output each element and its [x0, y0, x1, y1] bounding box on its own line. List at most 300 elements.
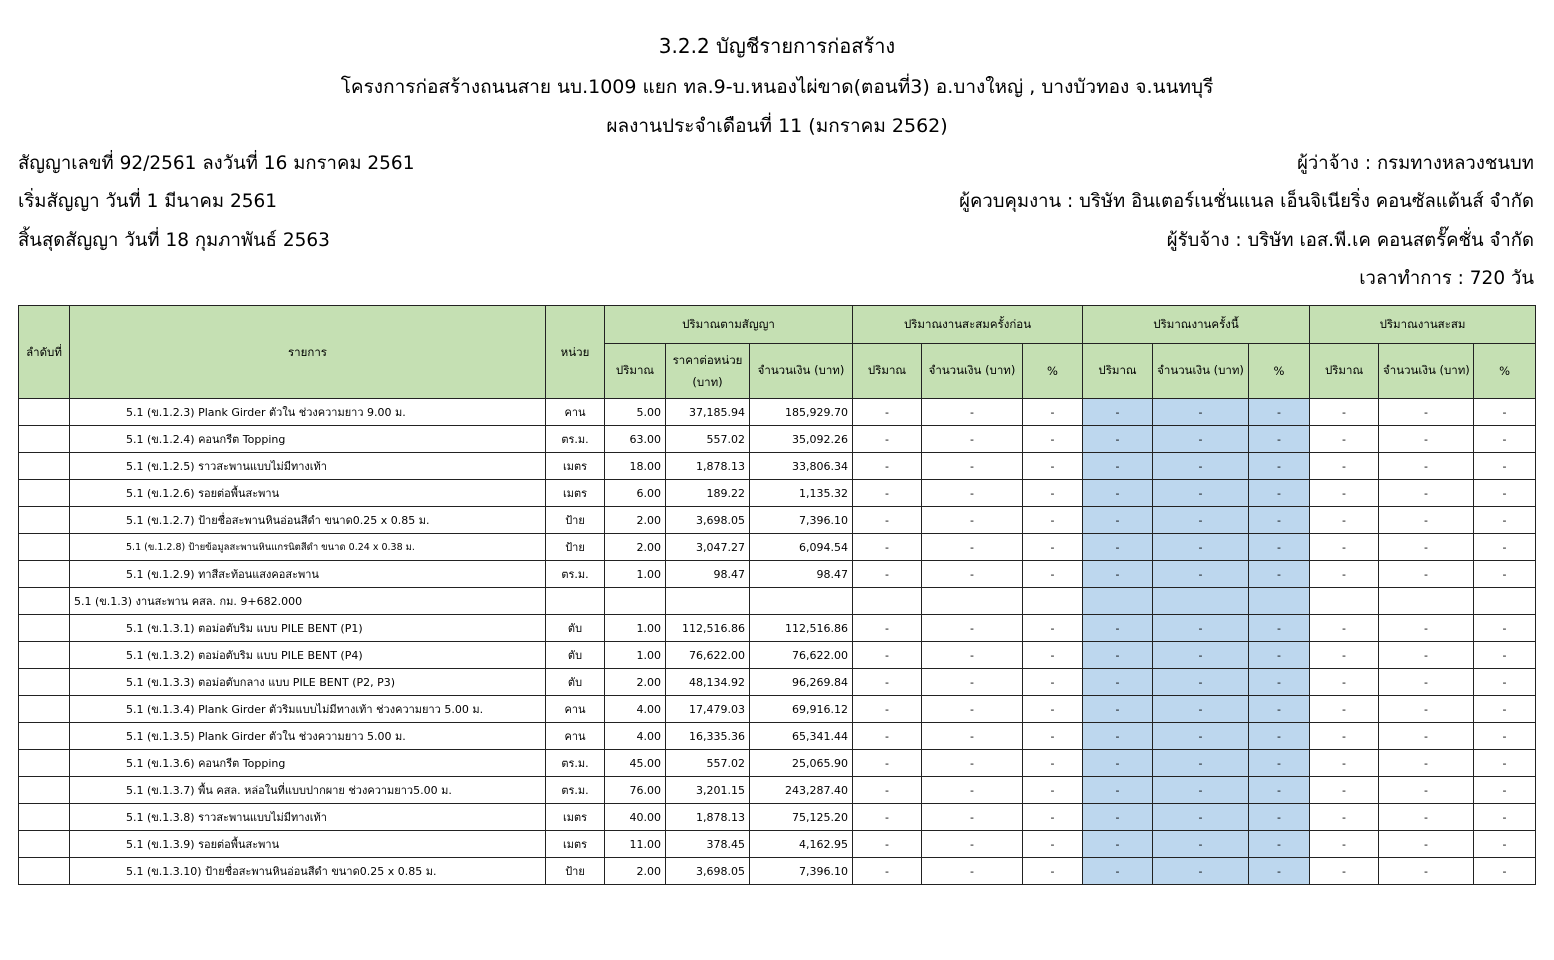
cumulative-amount-cell: -	[1379, 669, 1474, 696]
current-percent-cell: -	[1249, 858, 1310, 885]
current-amount-cell: -	[1153, 750, 1249, 777]
unit-price-cell: 37,185.94	[666, 399, 750, 426]
cumulative-percent-cell: -	[1474, 696, 1536, 723]
previous-amount-cell: -	[922, 696, 1023, 723]
cumulative-qty-cell: -	[1310, 453, 1379, 480]
item-description: 5.1 (ข.1.3.1) ตอม่อตับริม แบบ PILE BENT (P1)	[70, 615, 546, 642]
unit-price-cell: 3,047.27	[666, 534, 750, 561]
current-qty-cell: -	[1083, 777, 1153, 804]
current-amount-cell: -	[1153, 480, 1249, 507]
current-amount-cell: -	[1153, 426, 1249, 453]
table-row	[19, 858, 1536, 885]
document-title: 3.2.2 บัญชีรายการก่อสร้าง	[658, 34, 896, 58]
unit-price-cell: 189.22	[666, 480, 750, 507]
item-description: 5.1 (ข.1.3.8) ราวสะพานแบบไม่มีทางเท้า	[70, 804, 546, 831]
item-description: 5.1 (ข.1.3.4) Plank Girder ตัวริมแบบไม่มีทางเท้า ช่วงความยาว 5.00 ม.	[70, 696, 546, 723]
current-percent-cell: -	[1249, 804, 1310, 831]
current-percent-cell: -	[1249, 399, 1310, 426]
unit-price-cell	[666, 588, 750, 615]
previous-percent-cell: -	[1023, 723, 1083, 750]
current-amount-cell: -	[1153, 642, 1249, 669]
previous-amount-cell: -	[922, 777, 1023, 804]
supervisor: ผู้ควบคุมงาน : บริษัท อินเตอร์เนชั่นแนล เอ็นจิเนียริ่ง คอนซัลแต้นส์ จำกัด	[959, 191, 1534, 212]
table-row	[19, 615, 1536, 642]
cumulative-qty-cell	[1310, 588, 1379, 615]
previous-amount-cell: -	[922, 534, 1023, 561]
cumulative-qty-cell: -	[1310, 723, 1379, 750]
previous-percent-cell: -	[1023, 696, 1083, 723]
report-period: ผลงานประจำเดือนที่ 11 (มกราคม 2562)	[606, 115, 948, 137]
cumulative-amount-cell: -	[1379, 507, 1474, 534]
seq-cell	[19, 804, 70, 831]
previous-percent-cell: -	[1023, 615, 1083, 642]
unit-cell: ตร.ม.	[546, 750, 605, 777]
previous-qty-cell: -	[853, 750, 922, 777]
cumulative-percent-cell: -	[1474, 831, 1536, 858]
item-description: 5.1 (ข.1.3.3) ตอม่อตับกลาง แบบ PILE BENT (P2, P3)	[70, 669, 546, 696]
current-amount-cell: -	[1153, 858, 1249, 885]
table-row	[19, 507, 1536, 534]
seq-cell	[19, 534, 70, 561]
cumulative-qty-cell: -	[1310, 507, 1379, 534]
seq-cell	[19, 480, 70, 507]
current-qty-cell: -	[1083, 453, 1153, 480]
current-percent-cell: -	[1249, 777, 1310, 804]
contract-qty-cell: 11.00	[605, 831, 666, 858]
header-percent: %	[1474, 344, 1536, 399]
unit-price-cell: 17,479.03	[666, 696, 750, 723]
previous-qty-cell: -	[853, 453, 922, 480]
cumulative-amount-cell: -	[1379, 831, 1474, 858]
previous-percent-cell: -	[1023, 831, 1083, 858]
cumulative-amount-cell: -	[1379, 480, 1474, 507]
contract-number: สัญญาเลขที่ 92/2561 ลงวันที่ 16 มกราคม 2561	[18, 153, 415, 174]
unit-cell: ป้าย	[546, 507, 605, 534]
contract-amount-cell: 112,516.86	[750, 615, 853, 642]
previous-amount-cell: -	[922, 804, 1023, 831]
previous-amount-cell: -	[922, 507, 1023, 534]
cumulative-percent-cell: -	[1474, 426, 1536, 453]
seq-cell	[19, 561, 70, 588]
previous-qty-cell: -	[853, 669, 922, 696]
header-amount: จำนวนเงิน (บาท)	[922, 344, 1023, 399]
current-percent-cell: -	[1249, 534, 1310, 561]
table-row	[19, 804, 1536, 831]
seq-cell	[19, 399, 70, 426]
header-qty: ปริมาณ	[1083, 344, 1153, 399]
employer: ผู้ว่าจ้าง : กรมทางหลวงชนบท	[1297, 153, 1534, 174]
seq-cell	[19, 426, 70, 453]
current-qty-cell: -	[1083, 642, 1153, 669]
current-amount-cell: -	[1153, 534, 1249, 561]
header-percent: %	[1023, 344, 1083, 399]
contract-qty-cell: 40.00	[605, 804, 666, 831]
contract-qty-cell: 2.00	[605, 858, 666, 885]
seq-cell	[19, 750, 70, 777]
previous-qty-cell: -	[853, 615, 922, 642]
table-row	[19, 750, 1536, 777]
unit-price-cell: 3,698.05	[666, 858, 750, 885]
header-item: รายการ	[70, 306, 546, 399]
header-amount: จำนวนเงิน (บาท)	[1153, 344, 1249, 399]
previous-amount-cell: -	[922, 750, 1023, 777]
previous-qty-cell: -	[853, 507, 922, 534]
previous-percent-cell: -	[1023, 426, 1083, 453]
previous-amount-cell: -	[922, 615, 1023, 642]
working-duration: เวลาทำการ : 720 วัน	[1359, 268, 1534, 289]
project-name: โครงการก่อสร้างถนนสาย นบ.1009 แยก ทล.9-บ.หนองไผ่ขาด(ตอนที่3) อ.บางใหญ่ , บางบัวทอง จ.นนทบุรี	[340, 76, 1214, 98]
seq-cell	[19, 615, 70, 642]
unit-price-cell: 3,201.15	[666, 777, 750, 804]
current-qty-cell: -	[1083, 426, 1153, 453]
cumulative-qty-cell: -	[1310, 534, 1379, 561]
unit-price-cell: 3,698.05	[666, 507, 750, 534]
seq-cell	[19, 669, 70, 696]
current-qty-cell: -	[1083, 561, 1153, 588]
current-qty-cell: -	[1083, 804, 1153, 831]
table-row	[19, 669, 1536, 696]
cumulative-qty-cell: -	[1310, 858, 1379, 885]
item-description: 5.1 (ข.1.2.3) Plank Girder ตัวใน ช่วงความยาว 9.00 ม.	[70, 399, 546, 426]
cumulative-percent-cell: -	[1474, 615, 1536, 642]
cumulative-percent-cell: -	[1474, 453, 1536, 480]
contract-qty-cell: 5.00	[605, 399, 666, 426]
current-qty-cell: -	[1083, 507, 1153, 534]
current-amount-cell: -	[1153, 399, 1249, 426]
seq-cell	[19, 831, 70, 858]
seq-cell	[19, 723, 70, 750]
cumulative-amount-cell: -	[1379, 426, 1474, 453]
item-description: 5.1 (ข.1.2.7) ป้ายชื่อสะพานหินอ่อนสีดำ ขนาด0.25 x 0.85 ม.	[70, 507, 546, 534]
cumulative-qty-cell: -	[1310, 696, 1379, 723]
contract-qty-cell: 2.00	[605, 669, 666, 696]
contract-amount-cell: 69,916.12	[750, 696, 853, 723]
previous-qty-cell: -	[853, 831, 922, 858]
current-amount-cell: -	[1153, 453, 1249, 480]
current-qty-cell: -	[1083, 696, 1153, 723]
previous-percent-cell: -	[1023, 804, 1083, 831]
previous-amount-cell	[922, 588, 1023, 615]
current-percent-cell: -	[1249, 561, 1310, 588]
contract-qty-cell: 76.00	[605, 777, 666, 804]
previous-amount-cell: -	[922, 642, 1023, 669]
current-amount-cell: -	[1153, 723, 1249, 750]
current-percent-cell: -	[1249, 480, 1310, 507]
cumulative-amount-cell: -	[1379, 642, 1474, 669]
item-description: 5.1 (ข.1.3.6) คอนกรีต Topping	[70, 750, 546, 777]
unit-price-cell: 98.47	[666, 561, 750, 588]
table-row	[19, 777, 1536, 804]
cumulative-qty-cell: -	[1310, 426, 1379, 453]
contract-amount-cell: 33,806.34	[750, 453, 853, 480]
previous-qty-cell: -	[853, 399, 922, 426]
previous-percent-cell: -	[1023, 534, 1083, 561]
cumulative-percent-cell	[1474, 588, 1536, 615]
current-qty-cell: -	[1083, 723, 1153, 750]
table-body	[19, 399, 1536, 885]
unit-price-cell: 1,878.13	[666, 453, 750, 480]
cumulative-amount-cell: -	[1379, 615, 1474, 642]
seq-cell	[19, 453, 70, 480]
current-percent-cell: -	[1249, 831, 1310, 858]
contract-amount-cell: 35,092.26	[750, 426, 853, 453]
unit-price-cell: 378.45	[666, 831, 750, 858]
cumulative-percent-cell: -	[1474, 858, 1536, 885]
current-qty-cell: -	[1083, 858, 1153, 885]
previous-percent-cell: -	[1023, 642, 1083, 669]
previous-amount-cell: -	[922, 480, 1023, 507]
cumulative-amount-cell: -	[1379, 399, 1474, 426]
unit-price-cell: 1,878.13	[666, 804, 750, 831]
cumulative-qty-cell: -	[1310, 561, 1379, 588]
contract-amount-cell: 185,929.70	[750, 399, 853, 426]
cumulative-amount-cell: -	[1379, 777, 1474, 804]
previous-percent-cell: -	[1023, 669, 1083, 696]
current-amount-cell: -	[1153, 804, 1249, 831]
unit-cell: ตร.ม.	[546, 777, 605, 804]
current-percent-cell: -	[1249, 507, 1310, 534]
item-description: 5.1 (ข.1.3.5) Plank Girder ตัวใน ช่วงความยาว 5.00 ม.	[70, 723, 546, 750]
header-group-cumulative: ปริมาณงานสะสม	[1310, 306, 1536, 344]
seq-cell	[19, 858, 70, 885]
table-row	[19, 831, 1536, 858]
seq-cell	[19, 588, 70, 615]
contract-amount-cell: 75,125.20	[750, 804, 853, 831]
previous-amount-cell: -	[922, 399, 1023, 426]
section-row	[19, 588, 1536, 615]
cumulative-percent-cell: -	[1474, 480, 1536, 507]
item-description: 5.1 (ข.1.2.5) ราวสะพานแบบไม่มีทางเท้า	[70, 453, 546, 480]
item-description: 5.1 (ข.1.3.9) รอยต่อพื้นสะพาน	[70, 831, 546, 858]
previous-amount-cell: -	[922, 858, 1023, 885]
current-percent-cell: -	[1249, 669, 1310, 696]
table-row	[19, 723, 1536, 750]
previous-percent-cell: -	[1023, 399, 1083, 426]
previous-qty-cell: -	[853, 642, 922, 669]
current-percent-cell: -	[1249, 642, 1310, 669]
item-description: 5.1 (ข.1.2.9) ทาสีสะท้อนแสงคอสะพาน	[70, 561, 546, 588]
current-qty-cell: -	[1083, 615, 1153, 642]
contract-qty-cell: 1.00	[605, 561, 666, 588]
unit-cell: ตร.ม.	[546, 561, 605, 588]
current-percent-cell: -	[1249, 453, 1310, 480]
cumulative-percent-cell: -	[1474, 777, 1536, 804]
current-qty-cell	[1083, 588, 1153, 615]
current-percent-cell: -	[1249, 426, 1310, 453]
cumulative-percent-cell: -	[1474, 750, 1536, 777]
unit-cell: ตับ	[546, 642, 605, 669]
cumulative-percent-cell: -	[1474, 804, 1536, 831]
current-amount-cell: -	[1153, 561, 1249, 588]
previous-percent-cell: -	[1023, 507, 1083, 534]
unit-price-cell: 557.02	[666, 750, 750, 777]
previous-amount-cell: -	[922, 669, 1023, 696]
contract-qty-cell	[605, 588, 666, 615]
previous-amount-cell: -	[922, 561, 1023, 588]
previous-percent-cell: -	[1023, 777, 1083, 804]
item-description: 5.1 (ข.1.2.4) คอนกรีต Topping	[70, 426, 546, 453]
table-row	[19, 426, 1536, 453]
previous-amount-cell: -	[922, 426, 1023, 453]
header-qty: ปริมาณ	[605, 344, 666, 399]
table-row	[19, 453, 1536, 480]
previous-qty-cell: -	[853, 696, 922, 723]
contract-qty-cell: 1.00	[605, 615, 666, 642]
item-description: 5.1 (ข.1.3.2) ตอม่อตับริม แบบ PILE BENT (P4)	[70, 642, 546, 669]
cumulative-amount-cell: -	[1379, 561, 1474, 588]
cumulative-percent-cell: -	[1474, 723, 1536, 750]
unit-cell: ตับ	[546, 615, 605, 642]
current-percent-cell: -	[1249, 750, 1310, 777]
header-amount: จำนวนเงิน (บาท)	[750, 344, 853, 399]
table-row	[19, 561, 1536, 588]
cumulative-qty-cell: -	[1310, 750, 1379, 777]
table-header	[19, 306, 1536, 399]
cumulative-qty-cell: -	[1310, 831, 1379, 858]
table-row	[19, 399, 1536, 426]
previous-qty-cell: -	[853, 723, 922, 750]
seq-cell	[19, 696, 70, 723]
current-qty-cell: -	[1083, 399, 1153, 426]
cumulative-percent-cell: -	[1474, 669, 1536, 696]
table-row	[19, 534, 1536, 561]
previous-amount-cell: -	[922, 831, 1023, 858]
item-description: 5.1 (ข.1.3) งานสะพาน คสล. กม. 9+682.000	[70, 588, 546, 615]
contract-amount-cell: 1,135.32	[750, 480, 853, 507]
contract-amount-cell: 7,396.10	[750, 507, 853, 534]
current-amount-cell: -	[1153, 696, 1249, 723]
unit-price-cell: 16,335.36	[666, 723, 750, 750]
table-row	[19, 642, 1536, 669]
unit-price-cell: 76,622.00	[666, 642, 750, 669]
contract-amount-cell: 7,396.10	[750, 858, 853, 885]
unit-price-cell: 557.02	[666, 426, 750, 453]
current-amount-cell	[1153, 588, 1249, 615]
cumulative-qty-cell: -	[1310, 777, 1379, 804]
previous-qty-cell: -	[853, 858, 922, 885]
table-row	[19, 696, 1536, 723]
item-description: 5.1 (ข.1.2.6) รอยต่อพื้นสะพาน	[70, 480, 546, 507]
header-amount: จำนวนเงิน (บาท)	[1379, 344, 1474, 399]
cumulative-percent-cell: -	[1474, 534, 1536, 561]
previous-percent-cell: -	[1023, 561, 1083, 588]
cumulative-amount-cell: -	[1379, 858, 1474, 885]
unit-cell	[546, 588, 605, 615]
current-percent-cell: -	[1249, 615, 1310, 642]
unit-cell: คาน	[546, 696, 605, 723]
previous-qty-cell	[853, 588, 922, 615]
current-qty-cell: -	[1083, 480, 1153, 507]
unit-cell: เมตร	[546, 480, 605, 507]
header-seq: ลำดับที่	[19, 306, 70, 399]
previous-amount-cell: -	[922, 453, 1023, 480]
previous-qty-cell: -	[853, 561, 922, 588]
cumulative-qty-cell: -	[1310, 399, 1379, 426]
current-qty-cell: -	[1083, 831, 1153, 858]
cumulative-qty-cell: -	[1310, 480, 1379, 507]
current-percent-cell: -	[1249, 723, 1310, 750]
contract-end: สิ้นสุดสัญญา วันที่ 18 กุมภาพันธ์ 2563	[18, 230, 330, 251]
current-amount-cell: -	[1153, 831, 1249, 858]
header-percent: %	[1249, 344, 1310, 399]
contract-amount-cell: 243,287.40	[750, 777, 853, 804]
cumulative-amount-cell: -	[1379, 453, 1474, 480]
unit-cell: ป้าย	[546, 534, 605, 561]
header-group-contract: ปริมาณตามสัญญา	[605, 306, 853, 344]
item-description: 5.1 (ข.1.3.7) พื้น คสล. หล่อในที่แบบปากผาย ช่วงความยาว5.00 ม.	[70, 777, 546, 804]
header-unit: หน่วย	[546, 306, 605, 399]
contract-amount-cell	[750, 588, 853, 615]
cumulative-amount-cell	[1379, 588, 1474, 615]
cumulative-percent-cell: -	[1474, 399, 1536, 426]
seq-cell	[19, 642, 70, 669]
header-group-previous: ปริมาณงานสะสมครั้งก่อน	[853, 306, 1083, 344]
current-qty-cell: -	[1083, 534, 1153, 561]
previous-qty-cell: -	[853, 480, 922, 507]
previous-percent-cell: -	[1023, 858, 1083, 885]
current-percent-cell: -	[1249, 696, 1310, 723]
table-row	[19, 480, 1536, 507]
unit-cell: คาน	[546, 399, 605, 426]
contract-qty-cell: 18.00	[605, 453, 666, 480]
current-percent-cell	[1249, 588, 1310, 615]
cumulative-amount-cell: -	[1379, 696, 1474, 723]
cumulative-percent-cell: -	[1474, 507, 1536, 534]
item-description: 5.1 (ข.1.2.8) ป้ายข้อมูลสะพานหินแกรนิตสีดำ ขนาด 0.24 x 0.38 ม.	[70, 534, 546, 561]
contract-amount-cell: 6,094.54	[750, 534, 853, 561]
current-amount-cell: -	[1153, 669, 1249, 696]
cumulative-percent-cell: -	[1474, 642, 1536, 669]
unit-cell: เมตร	[546, 831, 605, 858]
contract-qty-cell: 4.00	[605, 696, 666, 723]
cumulative-qty-cell: -	[1310, 669, 1379, 696]
unit-price-cell: 48,134.92	[666, 669, 750, 696]
cumulative-amount-cell: -	[1379, 534, 1474, 561]
cumulative-amount-cell: -	[1379, 750, 1474, 777]
contract-qty-cell: 2.00	[605, 534, 666, 561]
contract-amount-cell: 98.47	[750, 561, 853, 588]
previous-percent-cell: -	[1023, 750, 1083, 777]
current-qty-cell: -	[1083, 669, 1153, 696]
previous-qty-cell: -	[853, 426, 922, 453]
unit-price-cell: 112,516.86	[666, 615, 750, 642]
unit-cell: ป้าย	[546, 858, 605, 885]
cumulative-amount-cell: -	[1379, 723, 1474, 750]
previous-qty-cell: -	[853, 777, 922, 804]
previous-percent-cell	[1023, 588, 1083, 615]
item-description: 5.1 (ข.1.3.10) ป้ายชื่อสะพานหินอ่อนสีดำ ขนาด0.25 x 0.85 ม.	[70, 858, 546, 885]
header-qty: ปริมาณ	[1310, 344, 1379, 399]
previous-percent-cell: -	[1023, 453, 1083, 480]
previous-percent-cell: -	[1023, 480, 1083, 507]
cumulative-qty-cell: -	[1310, 615, 1379, 642]
unit-cell: ตับ	[546, 669, 605, 696]
seq-cell	[19, 507, 70, 534]
header-qty: ปริมาณ	[853, 344, 922, 399]
contract-start: เริ่มสัญญา วันที่ 1 มีนาคม 2561	[18, 191, 278, 212]
cumulative-qty-cell: -	[1310, 804, 1379, 831]
current-amount-cell: -	[1153, 507, 1249, 534]
contract-qty-cell: 6.00	[605, 480, 666, 507]
contract-amount-cell: 65,341.44	[750, 723, 853, 750]
contract-qty-cell: 45.00	[605, 750, 666, 777]
current-qty-cell: -	[1083, 750, 1153, 777]
current-amount-cell: -	[1153, 777, 1249, 804]
contract-qty-cell: 2.00	[605, 507, 666, 534]
cumulative-percent-cell: -	[1474, 561, 1536, 588]
header-group-current: ปริมาณงานครั้งนี้	[1083, 306, 1310, 344]
contractor: ผู้รับจ้าง : บริษัท เอส.พี.เค คอนสตรั๊คชั่น จำกัด	[1166, 230, 1534, 251]
